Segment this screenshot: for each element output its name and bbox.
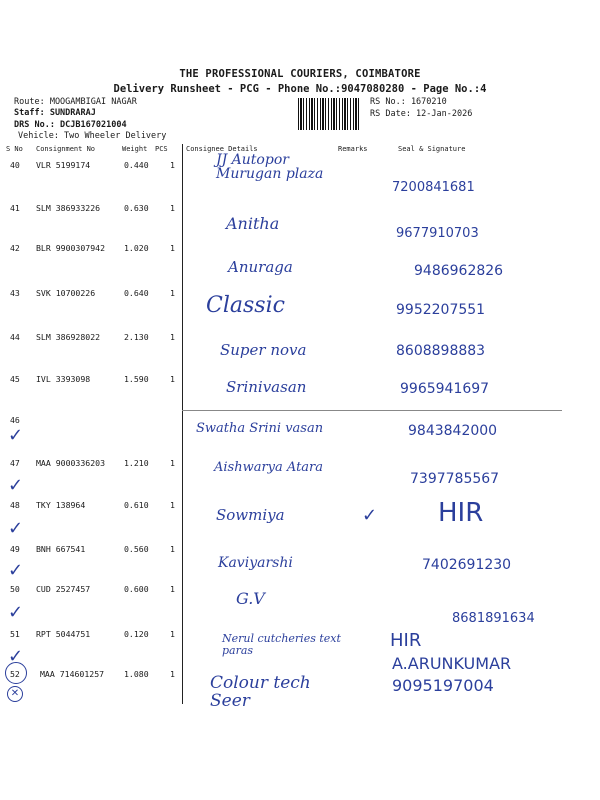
col-pcs: PCS <box>155 145 168 153</box>
row-pcs: 1 <box>170 669 175 679</box>
row-consignee: Anitha <box>226 214 280 233</box>
row-weight: 0.610 <box>124 500 149 510</box>
row-weight: 0.560 <box>124 544 149 554</box>
row-consignment: RPT 5044751 <box>36 629 91 639</box>
row-pcs: 1 <box>170 243 175 253</box>
row-signature: 9486962826 <box>414 263 504 279</box>
row-pcs: 1 <box>170 374 175 384</box>
row-signature: 8681891634 <box>452 611 535 626</box>
row-signature: A.ARUNKUMAR 9095197004 <box>392 654 512 695</box>
barcode <box>298 98 360 130</box>
row-weight: 1.590 <box>124 374 149 384</box>
row-consignment: MAA 9000336203 <box>36 458 106 468</box>
row-signature: HIR <box>438 498 484 528</box>
row-consignment: CUD 2527457 <box>36 584 91 594</box>
row-signature: 8608898883 <box>396 343 486 359</box>
column-divider <box>182 144 183 704</box>
row-signature: 9952207551 <box>396 302 486 318</box>
row-sno: 42 <box>10 243 20 253</box>
row-consignee: Super nova <box>220 341 307 359</box>
row-signature: 7200841681 <box>392 180 475 195</box>
row-weight: 0.630 <box>124 203 149 213</box>
drs-label: DRS No.: DCJB167021004 <box>14 120 127 130</box>
check-mark-icon: ✓ <box>362 505 378 526</box>
row-consignee: Anuraga <box>228 258 293 276</box>
row-weight: 0.120 <box>124 629 149 639</box>
cross-mark-icon: ✕ <box>7 686 23 702</box>
row-sno: 48 <box>10 500 20 510</box>
row-signature: 9965941697 <box>400 381 490 397</box>
route-label: Route: MOOGAMBIGAI NAGAR <box>14 97 137 107</box>
row-consignee: Srinivasan <box>226 378 307 396</box>
col-consignment: Consignment No <box>36 145 96 153</box>
row-sno: 41 <box>10 203 20 213</box>
row-sno: 46 <box>10 415 20 425</box>
row-consignee: Nerul cutcheries text paras <box>222 632 341 657</box>
check-mark-icon: ✓ <box>8 425 24 446</box>
row-pcs: 1 <box>170 203 175 213</box>
row-pcs: 1 <box>170 544 175 554</box>
row-sno: 44 <box>10 332 20 342</box>
circle-mark-icon <box>5 662 27 684</box>
row-sno: 45 <box>10 374 20 384</box>
row-weight: 1.020 <box>124 243 149 253</box>
row-consignee: G.V <box>236 589 265 608</box>
row-consignee: Swatha Srini vasan <box>196 421 324 436</box>
col-sno: S No <box>6 145 23 153</box>
row-consignment: SVK 10700226 <box>36 288 96 298</box>
row-signature: 7397785567 <box>410 471 500 487</box>
row-divider <box>182 410 562 411</box>
row-consignment: TKY 138964 <box>36 500 86 510</box>
row-weight: 0.640 <box>124 288 149 298</box>
row-consignee: Classic <box>206 293 285 318</box>
check-mark-icon: ✓ <box>8 518 24 539</box>
row-signature: HIR <box>390 630 422 651</box>
check-mark-icon: ✓ <box>8 560 24 581</box>
rs-date: RS Date: 12-Jan-2026 <box>370 109 473 119</box>
row-sno: 51 <box>10 629 20 639</box>
row-consignment: IVL 3393098 <box>36 374 91 384</box>
row-consignment: SLM 386928022 <box>36 332 101 342</box>
staff-label: Staff: SUNDRARAJ <box>14 108 96 118</box>
col-weight: Weight <box>122 145 148 153</box>
col-seal: Seal & Signature <box>398 145 466 153</box>
row-pcs: 1 <box>170 288 175 298</box>
row-weight: 0.440 <box>124 160 149 170</box>
row-pcs: 1 <box>170 629 175 639</box>
company-title: THE PROFESSIONAL COURIERS, COIMBATORE <box>179 68 421 80</box>
row-weight: 2.130 <box>124 332 149 342</box>
vehicle-label: Vehicle: Two Wheeler Delivery <box>18 131 167 141</box>
rs-number: RS No.: 1670210 <box>370 97 447 107</box>
row-weight: 0.600 <box>124 584 149 594</box>
row-pcs: 1 <box>170 584 175 594</box>
row-consignee: Aishwarya Atara <box>214 460 324 475</box>
row-sno: 49 <box>10 544 20 554</box>
row-consignment: SLM 386933226 <box>36 203 101 213</box>
row-consignee: Kaviyarshi <box>218 555 293 571</box>
row-sno: 47 <box>10 458 20 468</box>
row-consignee: Sowmiya <box>216 506 285 524</box>
row-weight: 1.210 <box>124 458 149 468</box>
row-consignee: Colour tech Seer <box>210 673 311 711</box>
check-mark-icon: ✓ <box>8 602 24 623</box>
row-consignment: BNH 667541 <box>36 544 86 554</box>
row-pcs: 1 <box>170 458 175 468</box>
row-consignee: JJ Autopor Murugan plaza <box>216 152 324 182</box>
row-pcs: 1 <box>170 332 175 342</box>
row-weight: 1.080 <box>124 669 149 679</box>
row-sno: 43 <box>10 288 20 298</box>
row-signature: 7402691230 <box>422 557 512 573</box>
row-consignment: BLR 9900307942 <box>36 243 106 253</box>
row-consignment: VLR 5199174 <box>36 160 91 170</box>
row-pcs: 1 <box>170 500 175 510</box>
row-sno: 50 <box>10 584 20 594</box>
row-signature: 9677910703 <box>396 226 479 241</box>
col-remarks: Remarks <box>338 145 368 153</box>
row-consignment: MAA 714601257 <box>40 669 105 679</box>
row-sno: 52 <box>10 669 20 679</box>
col-consignee: Consignee Details <box>186 145 258 153</box>
row-pcs: 1 <box>170 160 175 170</box>
check-mark-icon: ✓ <box>8 646 24 667</box>
runsheet-subtitle: Delivery Runsheet - PCG - Phone No.:9047080280 - Page No.:4 <box>113 83 487 95</box>
row-sno: 40 <box>10 160 20 170</box>
check-mark-icon: ✓ <box>8 475 24 496</box>
row-signature: 9843842000 <box>408 423 498 439</box>
